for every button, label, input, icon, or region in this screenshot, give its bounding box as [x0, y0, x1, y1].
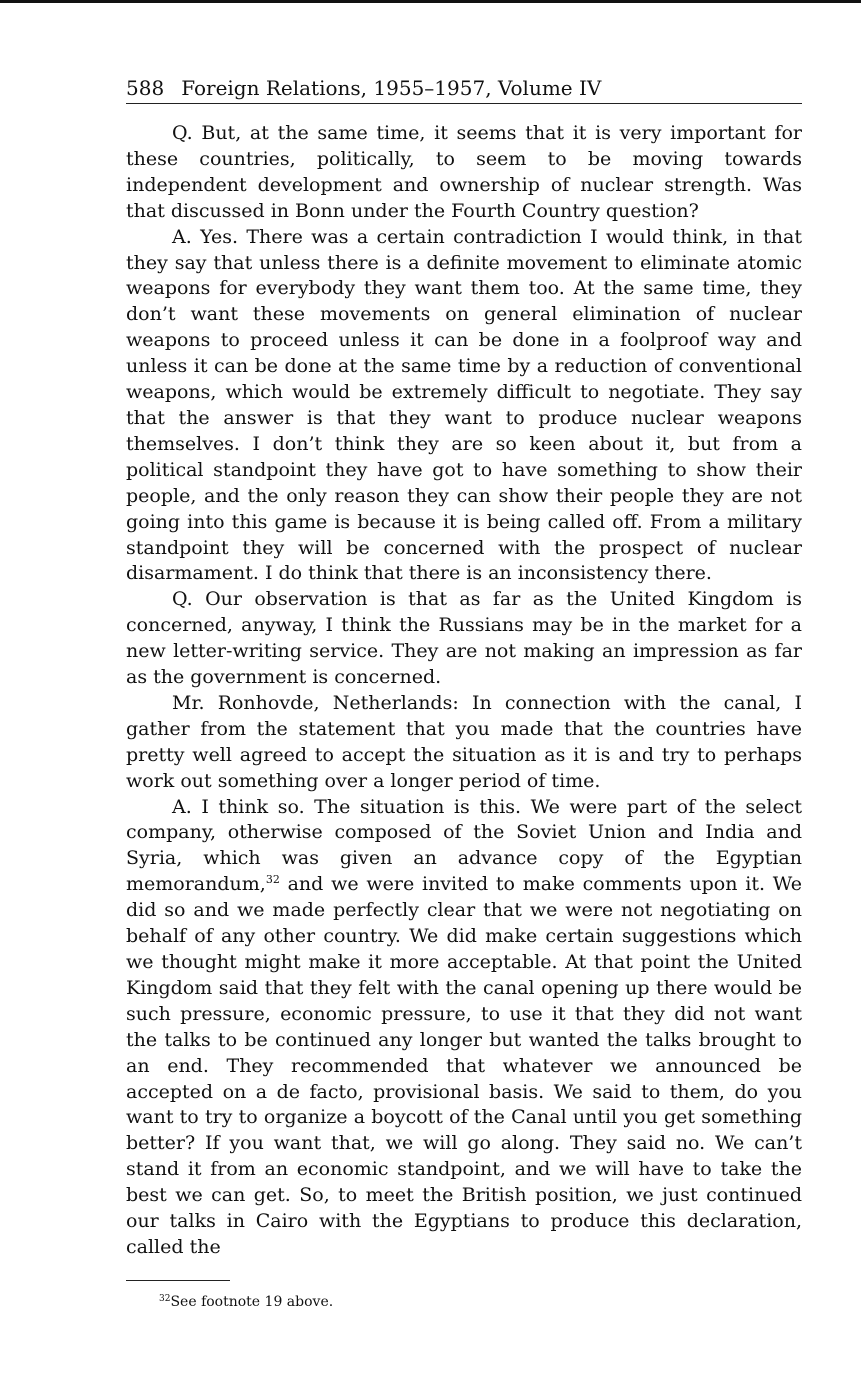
running-header	[126, 74, 802, 104]
footnote-reference[interactable]: 32	[265, 873, 280, 887]
paragraph-answer-canal	[126, 795, 802, 1261]
paragraph-question-nuclear: Q. But, at the same time, it seems that it is very important for these countries, politically, to seem to be moving towards independent development and ownership of nuclear strength. Was that discussed in Bonn under the Fourth Country question?	[126, 122, 802, 222]
paragraph-ronhovde-canal: Mr. Ronhovde, Netherlands: In connection with the canal, I gather from the statement that you made that the countries have pretty well agreed to accept the situation as it is and try to perhaps work out something over a longer period of time.	[126, 691, 802, 792]
footnote	[126, 1293, 802, 1311]
paragraph-answer-nuclear: A. Yes. There was a certain contradiction I would think, in that they say that unless there is a definite movement to eliminate atomic weapons for everybody they want them too. At the same time, they don’t want these movements on general elimination of nuclear weapons to proceed unless it can be done in a foolproof way and unless it can be done at the same time by a reduction of conventional weapons, which would be extremely difficult to negotiate. They say that the answer is that they want to produce nuclear weapons themselves. I don’t think they are so keen about it, but from a political standpoint they have got to have something to show their people, and the only reason they can show their people they are not going into this game is because it is being called off. From a military standpoint they will be concerned with the prospect of nuclear disarmament. I do think that there is an inconsistency there.	[126, 225, 802, 585]
running-title: Foreign Relations, 1955–1957, Volume IV	[181, 76, 602, 100]
paragraph-question-uk: Q. Our observation is that as far as the United Kingdom is concerned, anyway, I think the Russians may be in the market for a new letter-writing service. They are not making an impression as far as the government is concerned.	[126, 588, 802, 689]
scan-top-border	[0, 0, 861, 3]
document-page	[126, 74, 802, 1311]
page-number: 588	[126, 76, 165, 100]
body-text	[126, 121, 802, 1261]
paragraph-text: and we were invited to make comments upon it. We did so and we made perfectly clear that we were not negotiating on behalf of any other country. We did make certain suggestions which we thought might make it more acceptable. At that point the United Kingdom said that they felt with the canal opening up there would be such pressure, economic pressure, to use it that they did not want the talks to be continued any longer but wanted the talks brought to an end. They recommended that whatever we announced be accepted on a de facto, provisional basis. We said to them, do you want to try to organize a boycott of the Canal until you get something better? If you want that, we will go along. They said no. We can’t stand it from an economic standpoint, and we will have to take the best we can get. So, to meet the British position, we just continued our talks in Cairo with the Egyptians to produce this declaration, called the	[126, 873, 802, 1258]
footnote-number: 32	[159, 1294, 171, 1305]
paragraph-text: A. I think so. The situation is this. We were part of the select company, otherwise composed of the Soviet Union and India and Syria, which was given an advance copy of the Egyptian memorandum,	[126, 795, 802, 896]
footnote-divider	[126, 1280, 230, 1282]
footnote-text: See footnote 19 above.	[170, 1294, 334, 1311]
